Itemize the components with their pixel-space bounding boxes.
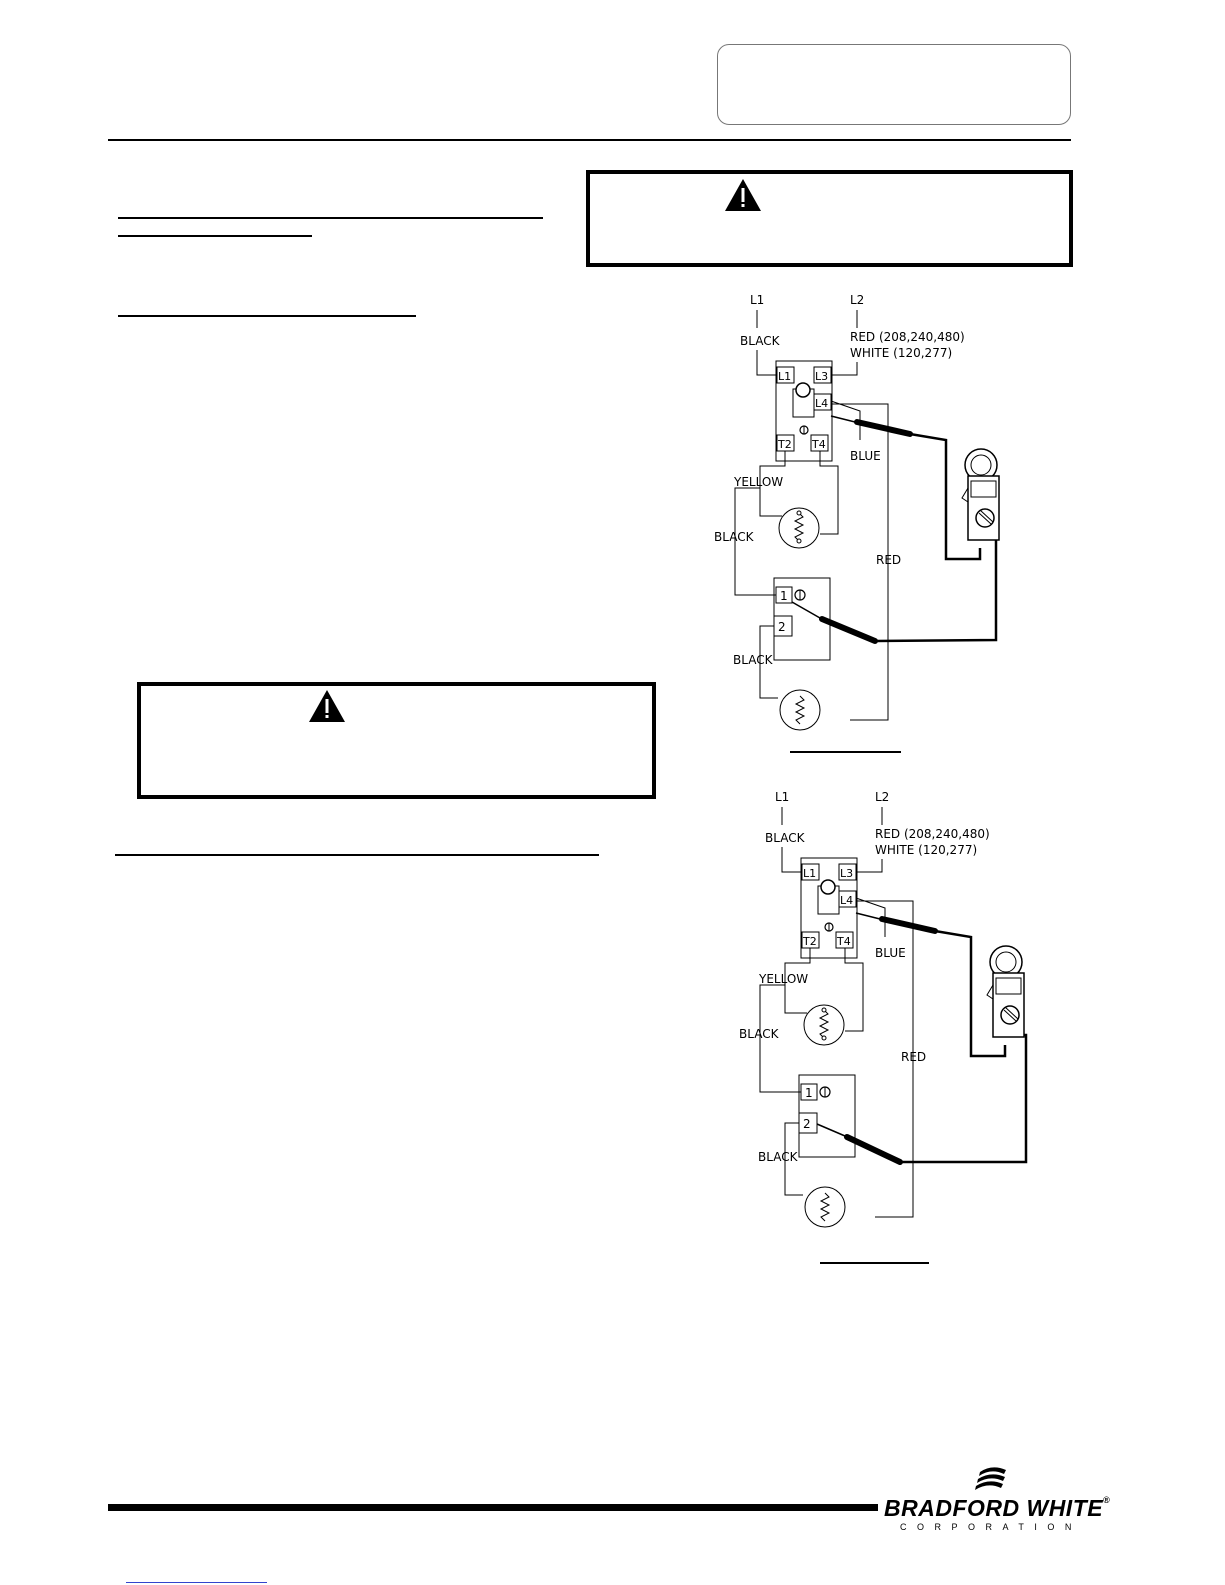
label-l1: L1 [750, 293, 765, 307]
label-l2: L2 [850, 293, 865, 307]
label-black-top: BLACK [765, 831, 805, 845]
terminal-t4: T4 [837, 935, 851, 948]
footer-brand [884, 1495, 1110, 1522]
label-black-bottom: BLACK [758, 1150, 798, 1164]
label-black-mid: BLACK [714, 530, 754, 544]
header-rule [108, 139, 1071, 141]
warning-box-top [586, 170, 1073, 267]
label-black-top: BLACK [740, 334, 780, 348]
label-yellow: YELLOW [734, 475, 784, 489]
footer-brand-text: BRADFORD WHITE [884, 1495, 1104, 1521]
header-title-box [717, 44, 1071, 125]
terminal-t2: T2 [778, 438, 792, 451]
label-black-bottom: BLACK [733, 653, 773, 667]
terminal-t2: T2 [803, 935, 817, 948]
terminal-l4: L4 [840, 894, 854, 907]
label-blue: BLUE [875, 946, 906, 960]
label-red-volts: RED (208,240,480) [875, 827, 990, 841]
label-white-volts: WHITE (120,277) [850, 346, 953, 360]
terminal-l1: L1 [778, 370, 792, 383]
terminal-l4: L4 [815, 397, 829, 410]
label-black-mid: BLACK [739, 1027, 779, 1041]
terminal-1: 1 [780, 589, 788, 603]
label-red-volts: RED (208,240,480) [850, 330, 965, 344]
terminal-2: 2 [778, 620, 786, 634]
terminal-2: 2 [803, 1117, 811, 1131]
figure-caption-underline-1 [790, 751, 901, 753]
heading-underline-1 [118, 217, 543, 219]
label-yellow: YELLOW [759, 972, 809, 986]
footer-rule [108, 1504, 878, 1511]
terminal-l3: L3 [840, 867, 854, 880]
warning-triangle-icon [723, 177, 763, 213]
link-underline[interactable] [126, 1582, 267, 1583]
bradford-white-logo-icon [974, 1462, 1012, 1496]
label-red: RED [901, 1050, 927, 1064]
wiring-diagram-2 [725, 785, 1085, 1255]
registered-mark: ® [1103, 1495, 1111, 1505]
terminal-1: 1 [805, 1086, 813, 1100]
label-blue: BLUE [850, 449, 881, 463]
footer-brand-sub: CORPORATION [900, 1522, 1082, 1532]
terminal-l1: L1 [803, 867, 817, 880]
label-white-volts: WHITE (120,277) [875, 843, 978, 857]
ammeter-clamp-icon [987, 946, 1024, 1037]
warning-triangle-icon [307, 688, 347, 724]
label-l1: L1 [775, 790, 790, 804]
warning-box-left [137, 682, 656, 799]
ammeter-clamp-icon [962, 449, 999, 540]
heading-underline-3 [115, 854, 599, 856]
terminal-t4: T4 [812, 438, 826, 451]
figure-caption-underline-2 [820, 1262, 929, 1264]
heading-underline-2 [118, 315, 416, 317]
label-l2: L2 [875, 790, 890, 804]
terminal-l3: L3 [815, 370, 829, 383]
wiring-diagram-1 [700, 288, 1060, 758]
label-red: RED [876, 553, 902, 567]
heading-underline-1b [118, 235, 312, 237]
